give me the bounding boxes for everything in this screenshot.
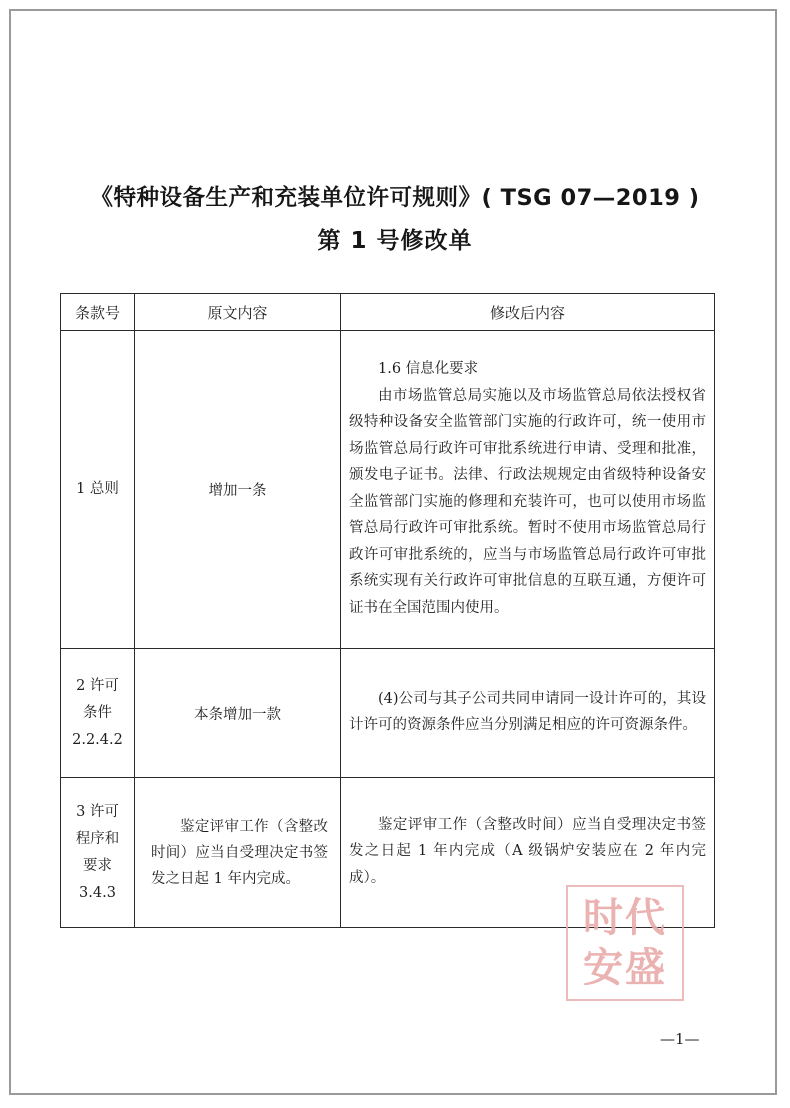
table-row — [61, 331, 715, 649]
document-subtitle: 第 1 号修改单 — [317, 228, 473, 254]
header-original: 原文内容 — [135, 294, 341, 331]
table-row — [61, 649, 715, 778]
revised-cell — [341, 331, 715, 649]
clause-line: 要求 — [83, 857, 112, 874]
original-cell: 鉴定评审工作（含整改时间）应当自受理决定书签发之日起 1 年内完成。 — [135, 778, 341, 928]
clause-line: 3 许可 — [76, 803, 119, 820]
amendment-table — [60, 293, 715, 928]
table-header-row — [61, 294, 715, 331]
clause-line: 程序和 — [75, 830, 120, 847]
original-cell: 本条增加一款 — [135, 649, 341, 778]
page-number: —1— — [660, 1030, 700, 1048]
revised-cell — [341, 649, 715, 778]
clause-line: 2 许可 — [76, 677, 119, 694]
header-clause: 条款号 — [61, 294, 135, 331]
clause-line: 2.2.4.2 — [72, 731, 123, 748]
stamp-line: 安盛 — [583, 945, 667, 991]
clause-line: 1 总则 — [76, 481, 119, 497]
revised-paragraph: 由市场监管总局实施以及市场监管总局依法授权省级特种设备安全监管部门实施的行政许可，统一使用市场监管总局行政许可审批系统进行申请、受理和批准，颁发电子证书。法律、行政法规规定由省级特种设备安全监管部门实施的修理和充装许可，也可以使用市场监管总局行政许可审批系统。暂时不使用市场监管总局行政许可审批系统的，应当与市场监管总局行政许可审批系统实现有关行政许可审批信息的互联互通，方便许可证书在全国范围内使用。 — [349, 387, 706, 616]
revised-heading: 1.6 信息化要求 — [378, 361, 479, 377]
header-revised: 修改后内容 — [341, 294, 715, 331]
original-cell: 增加一条 — [135, 331, 341, 649]
clause-cell — [61, 331, 135, 649]
revised-paragraph: 鉴定评审工作（含整改时间）应当自受理决定书签发之日起 1 年内完成（A 级锅炉安装应在 2 年内完成）。 — [349, 816, 706, 886]
document-title: 《特种设备生产和充装单位许可规则》( TSG 07—2019 ) — [90, 185, 700, 211]
clause-line: 条件 — [83, 704, 112, 721]
watermark-stamp — [566, 885, 684, 1001]
clause-cell — [61, 778, 135, 928]
revised-paragraph: (4)公司与其子公司共同申请同一设计许可的，其设计许可的资源条件应当分别满足相应的许可资源条件。 — [349, 690, 706, 733]
clause-cell — [61, 649, 135, 778]
clause-line: 3.4.3 — [79, 884, 116, 901]
stamp-line: 时代 — [583, 895, 667, 941]
